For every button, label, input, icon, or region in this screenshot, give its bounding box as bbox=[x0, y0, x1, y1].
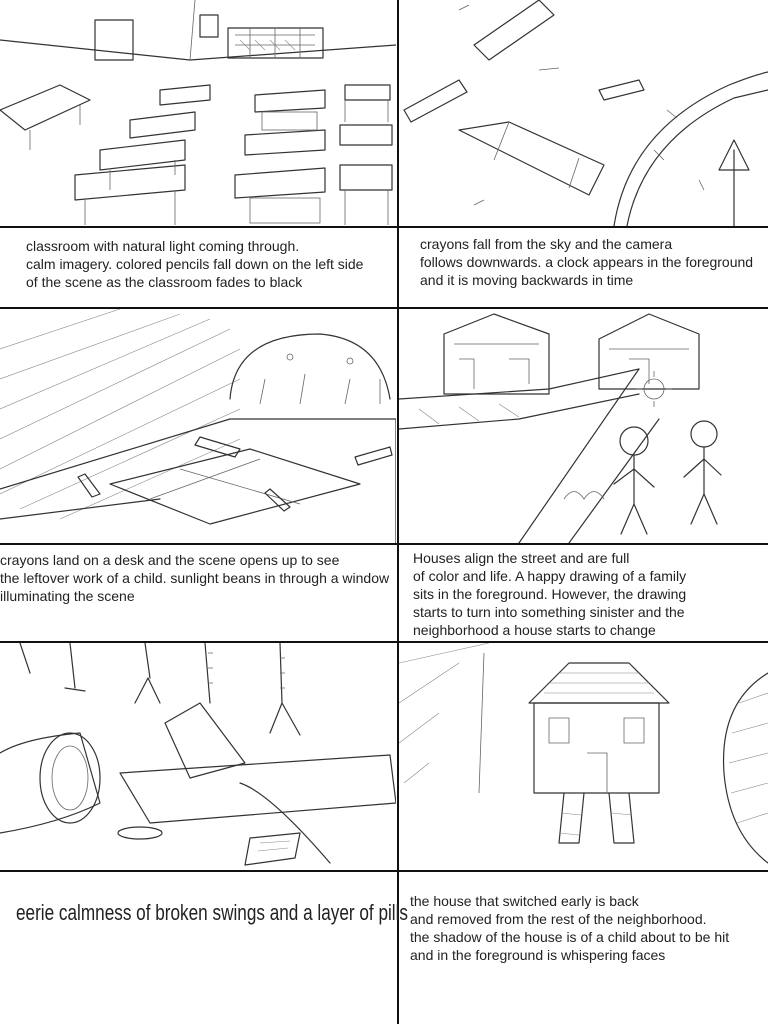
panel-3-sketch-desk bbox=[0, 309, 396, 543]
caption-line: Houses align the street and are full bbox=[413, 550, 630, 566]
caption-line: of the scene as the classroom fades to black bbox=[26, 274, 303, 290]
caption-line: of color and life. A happy drawing of a family bbox=[413, 568, 687, 584]
panel-3-caption bbox=[0, 551, 389, 605]
row-divider-1 bbox=[0, 226, 768, 228]
caption-line: starts to turn into something sinister and the bbox=[413, 604, 685, 620]
caption-line: classroom with natural light coming through. bbox=[26, 238, 300, 254]
caption-line: crayons land on a desk and the scene opens up to see bbox=[0, 552, 340, 568]
panel-2-sketch-falling-crayons bbox=[399, 0, 768, 226]
panel-1-sketch-classroom bbox=[0, 0, 396, 226]
panel-5-sketch-broken-swings bbox=[0, 643, 396, 870]
panel-6-sketch-isolated-house bbox=[399, 643, 768, 870]
caption-line: follows downwards. a clock appears in the foreground bbox=[420, 254, 754, 270]
caption-line: crayons fall from the sky and the camera bbox=[420, 236, 673, 252]
caption-line: calm imagery. colored pencils fall down on the left side bbox=[26, 256, 364, 272]
caption-line: the shadow of the house is of a child about to be hit bbox=[410, 929, 730, 945]
panel-1-caption bbox=[26, 237, 363, 291]
caption-line: the house that switched early is back bbox=[410, 893, 639, 909]
caption-line: and in the foreground is whispering faces bbox=[410, 947, 666, 963]
panel-2-caption bbox=[420, 235, 753, 289]
row-divider-5 bbox=[0, 870, 768, 872]
caption-line: and removed from the rest of the neighborhood. bbox=[410, 911, 707, 927]
caption-line: the leftover work of a child. sunlight beans in through a window bbox=[0, 570, 390, 586]
panel-4-sketch-street-family bbox=[399, 309, 768, 543]
panel-6-caption bbox=[410, 892, 729, 964]
row-divider-3 bbox=[0, 543, 768, 545]
caption-line: neighborhood a house starts to change bbox=[413, 622, 656, 638]
caption-line: illuminating the scene bbox=[0, 588, 135, 604]
panel-4-caption bbox=[413, 549, 686, 639]
caption-line: eerie calmness of broken swings and a layer of pills bbox=[16, 900, 409, 925]
caption-line: and it is moving backwards in time bbox=[420, 272, 634, 288]
caption-line: sits in the foreground. However, the drawing bbox=[413, 586, 687, 602]
